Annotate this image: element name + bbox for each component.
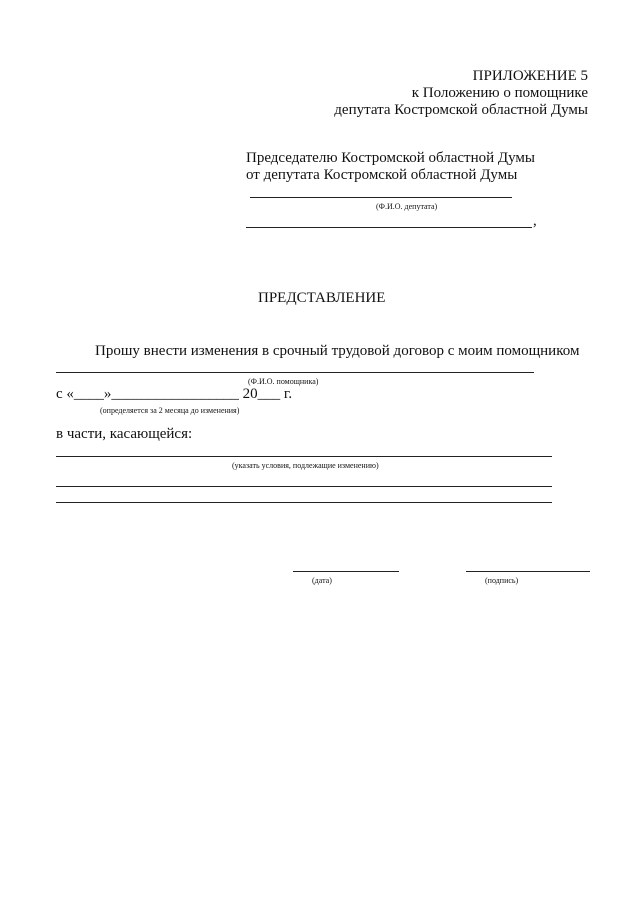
- conditions-line-1: [56, 456, 552, 457]
- date-line: [293, 571, 399, 572]
- deputy-fio-line: [250, 197, 512, 198]
- document-title: ПРЕДСТАВЛЕНИЕ: [258, 290, 386, 306]
- deputy-fio-hint: (Ф.И.О. депутата): [376, 202, 438, 211]
- appendix-line-3: депутата Костромской областной Думы: [334, 102, 588, 118]
- conditions-line-3: [56, 502, 552, 503]
- regarding-label: в части, касающейся:: [56, 426, 193, 442]
- conditions-line-2: [56, 486, 552, 487]
- signature-line: [466, 571, 590, 572]
- from-date-field: с «____»_________________ 20___ г.: [56, 386, 293, 402]
- assistant-fio-hint: (Ф.И.О. помощника): [248, 377, 319, 386]
- request-text: Прошу внести изменения в срочный трудовой договор с моим помощником: [95, 343, 580, 359]
- assistant-fio-line: [56, 372, 534, 373]
- addressee-to: Председателю Костромской областной Думы: [246, 150, 535, 166]
- signature-date-hint: (дата): [312, 576, 332, 585]
- addressee-from: от депутата Костромской областной Думы: [246, 167, 518, 183]
- signature-sign-hint: (подпись): [485, 576, 519, 585]
- deputy-fio-line-2: [246, 227, 532, 228]
- date-hint: (определяется за 2 месяца до изменения): [100, 406, 240, 415]
- comma-mark: ,: [533, 213, 537, 229]
- appendix-line-2: к Положению о помощнике: [411, 85, 588, 101]
- appendix-number: ПРИЛОЖЕНИЕ 5: [472, 68, 588, 84]
- conditions-hint: (указать условия, подлежащие изменению): [232, 461, 379, 470]
